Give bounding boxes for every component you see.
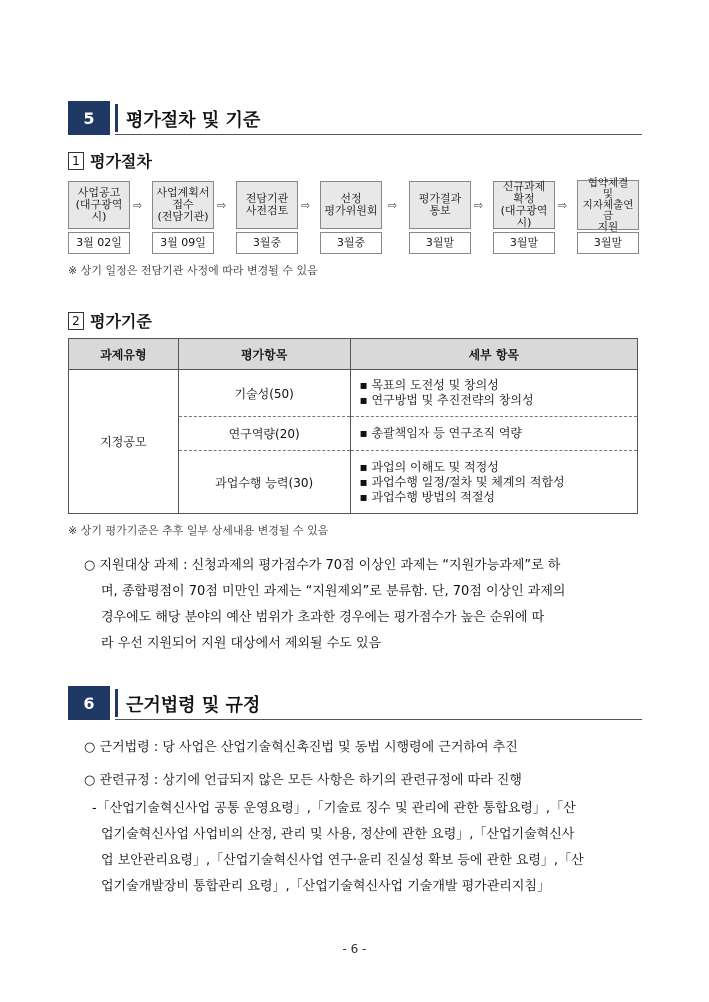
arrow-right-icon: ⇨: [301, 199, 311, 212]
step-date: 3월중: [236, 232, 298, 254]
rules-line: 업기술개발장비 통합관리 요령」,「산업기술혁신사업 기술개발 평가관리지침」: [101, 879, 550, 894]
box-number: 1: [68, 152, 84, 170]
task-type: 지정공모: [69, 370, 179, 514]
section-divider: [115, 689, 118, 717]
arrow-right-icon: ⇨: [388, 199, 398, 212]
step-box: 평가결과 통보: [409, 181, 471, 229]
criteria-note: ※ 상기 평가기준은 추후 일부 상세내용 변경될 수 있음: [68, 524, 329, 537]
step-date: 3월중: [320, 232, 382, 254]
procedure-heading: [68, 149, 152, 172]
bullet-icon: ▪: [359, 393, 368, 407]
arrow-right-icon: ⇨: [133, 199, 143, 212]
procedure-heading-text: 평가절차: [90, 152, 152, 171]
step-box: 선정 평가위원회: [320, 181, 382, 229]
bullet-icon: ▪: [359, 489, 368, 504]
section-number: 6: [68, 686, 110, 720]
step-date: 3월 09일: [152, 232, 214, 254]
section-divider: [115, 104, 118, 132]
rules-line: -「산업기술혁신사업 공통 운영요령」,「기술료 징수 및 관리에 관한 통합요령」,「산: [92, 801, 576, 816]
paragraph-line: 라 우선 지원되어 지원 대상에서 제외될 수도 있음: [101, 636, 382, 651]
step-date: 3월 02일: [68, 232, 130, 254]
section-title: 근거법령 및 규정: [126, 695, 261, 716]
arrow-right-icon: ⇨: [217, 199, 227, 212]
step-date: 3월말: [577, 232, 639, 254]
detail-item: [352, 378, 637, 393]
step-date: 3월말: [409, 232, 471, 254]
step-box: 전담기관 사전검토: [236, 181, 298, 229]
step-box: 사업계획서 접수 (전담기관): [152, 181, 214, 229]
schedule-note: ※ 상기 일정은 전담기관 사정에 따라 변경될 수 있음: [68, 264, 318, 277]
detail-cell: [350, 451, 638, 514]
eval-item: 연구역량(20): [178, 417, 350, 451]
detail-text: 과업수행 일정/절차 및 체계의 적합성: [371, 474, 565, 489]
arrow-right-icon: ⇨: [474, 199, 484, 212]
bullet-icon: ▪: [359, 474, 368, 489]
rules-line: 업 보안관리요령」,「산업기술혁신사업 연구·윤리 진실성 확보 등에 관한 요령」,「산: [101, 853, 584, 868]
paragraph-line: 며, 종합평점이 70점 미만인 과제는 “지원제외”로 분류함. 단, 70점 이상인 과제의: [101, 584, 566, 599]
table-header: 과제유형: [69, 339, 179, 370]
section-5-header: [68, 101, 642, 135]
section-underline: [115, 134, 642, 135]
detail-text: 목표의 도전성 및 창의성: [371, 378, 499, 392]
detail-item: [352, 490, 637, 505]
step-date: 3월말: [493, 232, 555, 254]
table-header-row: [69, 339, 638, 370]
arrow-right-icon: ⇨: [558, 199, 568, 212]
criteria-heading: [68, 309, 152, 332]
detail-text: 과업의 이해도 및 적정성: [371, 459, 499, 474]
legal-basis: ○ 근거법령 : 당 사업은 산업기술혁신촉진법 및 동법 시행령에 근거하여 추진: [84, 740, 518, 755]
step-box: 신규과제 확정 (대구광역시): [493, 181, 555, 229]
eval-item: 과업수행 능력(30): [178, 451, 350, 514]
detail-item: [352, 426, 637, 441]
section-title: 평가절차 및 기준: [126, 110, 261, 131]
detail-cell: [350, 370, 638, 417]
eval-item: 기술성(50): [178, 370, 350, 417]
step-box: 협약체결 및 지자체출연금 지원: [577, 180, 639, 230]
related-rules: ○ 관련규정 : 상기에 언급되지 않은 모든 사항은 하기의 관련규정에 따라 진행: [84, 773, 522, 788]
bullet-icon: ▪: [359, 378, 368, 392]
detail-text: 과업수행 방법의 적절성: [371, 489, 496, 504]
bullet-icon: ▪: [359, 426, 368, 440]
detail-item: [352, 460, 637, 475]
section-6-header: [68, 686, 642, 720]
detail-item: [352, 475, 637, 490]
table-header: 평가항목: [178, 339, 350, 370]
table-row: [69, 370, 638, 417]
rules-line: 업기술혁신사업 사업비의 산정, 관리 및 사용, 정산에 관한 요령」,「산업기술혁신사: [101, 827, 575, 842]
bullet-icon: ▪: [359, 459, 368, 474]
detail-text: 연구방법 및 추진전략의 창의성: [371, 393, 534, 407]
page-number: - 6 -: [342, 942, 367, 956]
criteria-heading-text: 평가기준: [90, 312, 152, 331]
criteria-table: [68, 338, 638, 514]
detail-cell: [350, 417, 638, 451]
section-underline: [115, 719, 642, 720]
detail-item: [352, 393, 637, 408]
paragraph-line: ○ 지원대상 과제 : 신청과제의 평가점수가 70점 이상인 과제는 “지원가능과제”로 하: [84, 558, 561, 573]
step-box: 사업공고 (대구광역시): [68, 181, 130, 229]
table-header: 세부 항목: [350, 339, 638, 370]
section-number: 5: [68, 101, 110, 135]
paragraph-line: 경우에도 해당 분야의 예산 범위가 초과한 경우에는 평가점수가 높은 순위에 따: [101, 610, 545, 625]
detail-text: 총괄책임자 등 연구조직 역량: [371, 426, 523, 440]
box-number: 2: [68, 312, 84, 330]
